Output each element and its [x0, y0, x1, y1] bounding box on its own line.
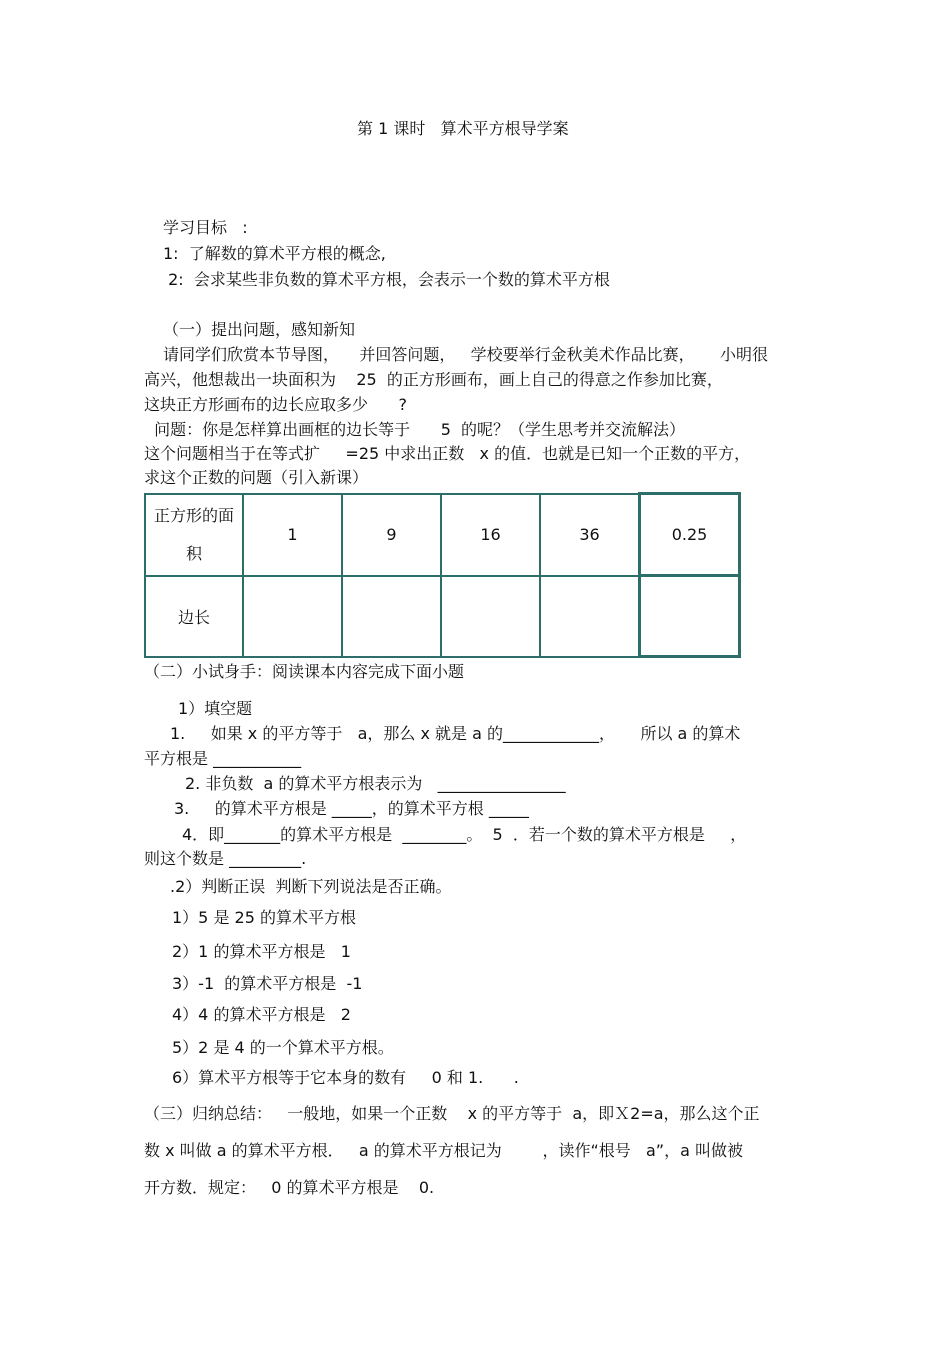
table-side-cell	[243, 576, 342, 657]
table-header-area-line1: 正方形的面	[153, 505, 234, 525]
summary-line-2: 数 x 叫做 a 的算术平方根． a 的算术平方根记为 ，读作“根号 a”，a 叫做被	[144, 1141, 743, 1160]
judge-item: 5）2 是 4 的一个算术平方根。	[172, 1038, 394, 1057]
fill-line-2: 平方根是 ___________	[144, 749, 302, 768]
table-side-cell	[342, 576, 441, 657]
fill-line-3: 2. 非负数 a 的算术平方根表示为 ________________	[185, 774, 566, 793]
fill-line-5: 4．即_______的算术平方根是 ________。 5 ．若一个数的算术平方根是 ，	[182, 825, 747, 844]
judge-heading: .2）判断正误 判断下列说法是否正确。	[170, 877, 452, 896]
fill-line-4: 3. 的算术平方根是 _____，的算术平方根 _____	[174, 799, 529, 818]
table-side-cell	[640, 576, 740, 657]
table-header-area	[145, 494, 243, 576]
section1-line-2: 高兴，他想裁出一块面积为 25 的正方形画布，画上自己的得意之作参加比赛，	[144, 370, 723, 389]
objective-1: 1: 了解数的算术平方根的概念,	[163, 244, 386, 263]
summary-line-1: （三）归纳总结： 一般地，如果一个正数 x 的平方等于 a，即Ｘ2=a，那么这个正	[144, 1104, 760, 1123]
objective-2: 2: 会求某些非负数的算术平方根，会表示一个数的算术平方根	[163, 270, 610, 289]
table-header-area-line2: 积	[185, 543, 202, 563]
section1-line-3: 这块正方形画布的边长应取多少 ?	[144, 395, 408, 414]
judge-item: 1）5 是 25 的算术平方根	[172, 908, 356, 927]
table-side-cell	[441, 576, 540, 657]
table-area-cell: 9	[342, 494, 441, 576]
table-header-side: 边长	[145, 576, 243, 657]
table-area-cell: 0.25	[640, 494, 740, 576]
section1-line-1: 请同学们欣赏本节导图， 并回答问题， 学校要举行金秋美术作品比赛， 小明很	[163, 345, 769, 364]
section1-heading: （一）提出问题，感知新知	[163, 320, 356, 339]
judge-item: 3）-1 的算术平方根是 -1	[172, 974, 363, 993]
objectives-heading: 学习目标 :	[163, 218, 248, 237]
fill-heading: 1）填空题	[178, 699, 253, 718]
section1-line-5: 这个问题相当于在等式扩 =25 中求出正数 x 的值．也就是已知一个正数的平方，	[144, 444, 751, 463]
area-side-table	[144, 492, 741, 658]
judge-item: 2）1 的算术平方根是 1	[172, 942, 351, 961]
judge-item: 4）4 的算术平方根是 2	[172, 1005, 351, 1024]
summary-line-3: 开方数．规定： 0 的算术平方根是 0.	[144, 1178, 435, 1197]
table-area-cell: 16	[441, 494, 540, 576]
section2-heading: （二）小试身手：阅读课本内容完成下面小题	[144, 662, 465, 681]
section1-line-6: 求这个正数的问题（引入新课）	[144, 468, 369, 487]
fill-line-1: 1. 如果 x 的平方等于 a，那么 x 就是 a 的____________， 所以 a 的算术	[170, 724, 741, 743]
table-area-cell: 36	[540, 494, 640, 576]
page-title: 第 1 课时 算术平方根导学案	[357, 119, 569, 138]
table-area-cell: 1	[243, 494, 342, 576]
fill-line-6: 则这个数是 _________.	[144, 849, 307, 868]
section1-line-4: 问题：你是怎样算出画框的边长等于 5 的呢？（学生思考并交流解法）	[144, 420, 686, 439]
judge-item: 6）算术平方根等于它本身的数有 0 和 1. .	[172, 1068, 519, 1087]
table-side-cell	[540, 576, 640, 657]
